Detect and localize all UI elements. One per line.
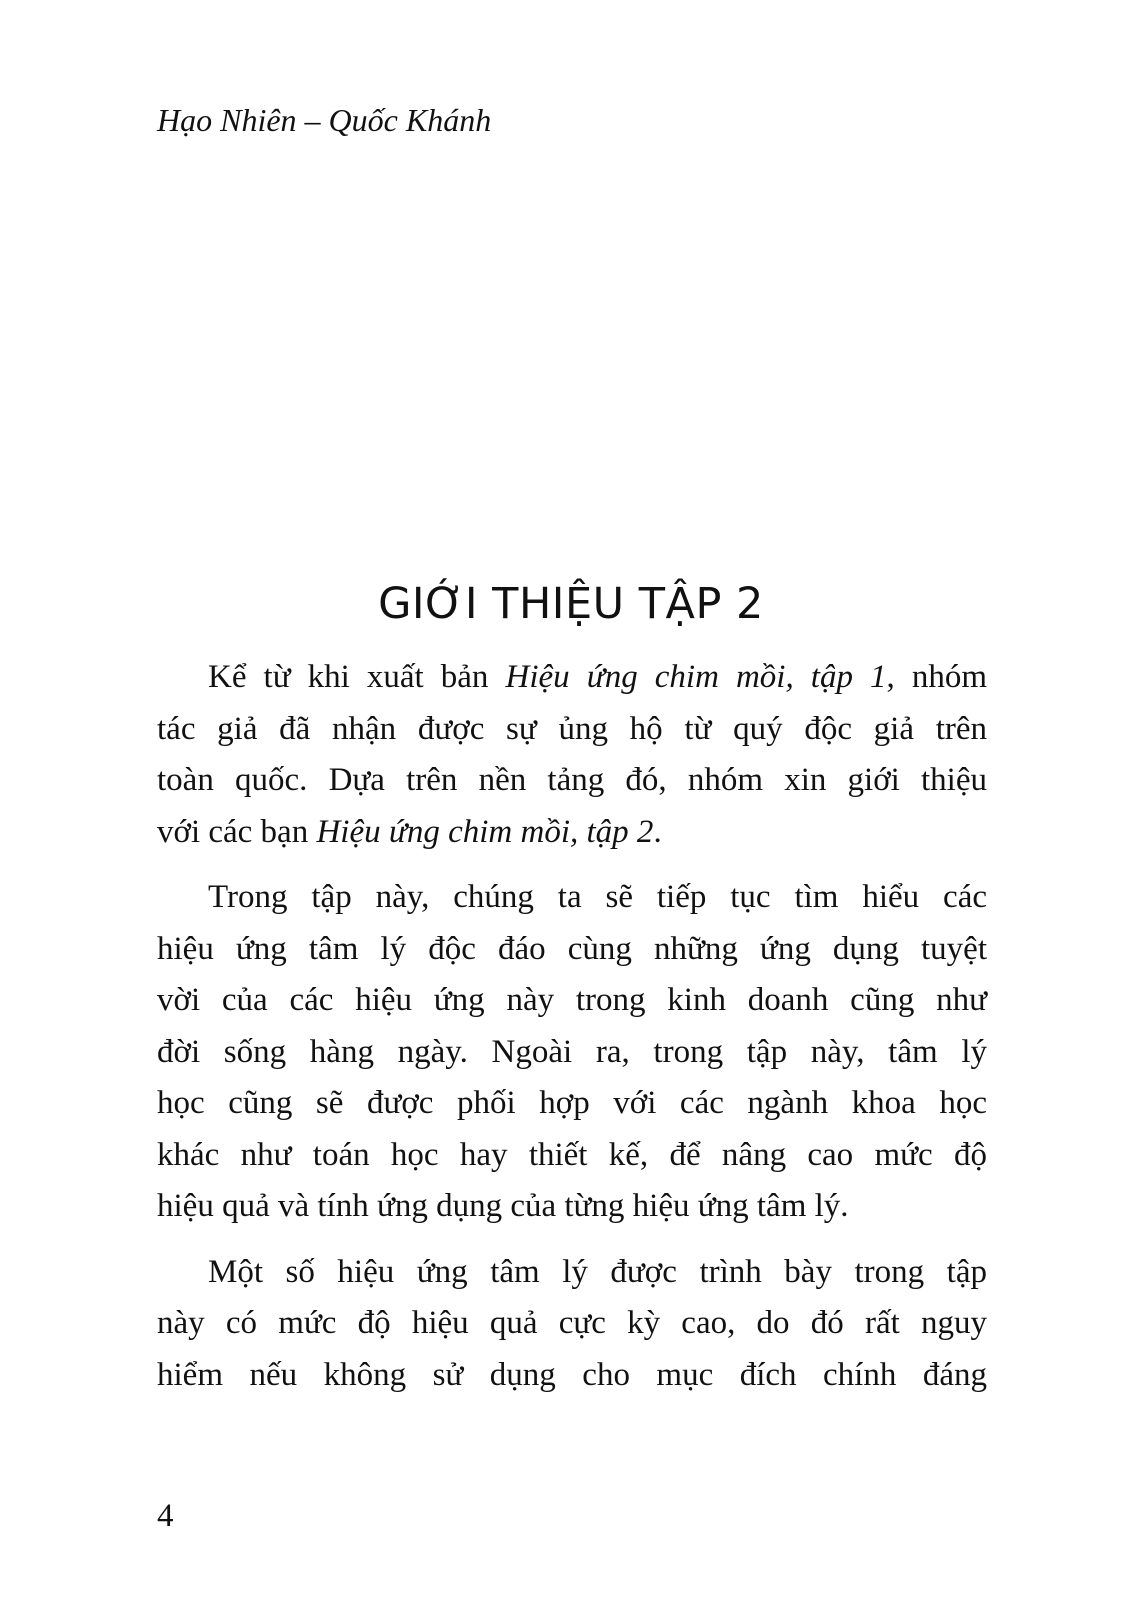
paragraph-line: tác giả đã nhận được sự ủng hộ từ quý độc giả trên bbox=[157, 710, 987, 747]
paragraph-line: khác như toán học hay thiết kế, để nâng cao mức độ bbox=[157, 1136, 987, 1173]
paragraph-line: học cũng sẽ được phối hợp với các ngành khoa học bbox=[157, 1085, 987, 1121]
paragraph-2 bbox=[157, 872, 987, 1233]
paragraph-line: hiệu ứng tâm lý độc đáo cùng những ứng dụng tuyệt bbox=[157, 930, 987, 967]
paragraph-line: hiệu quả và tính ứng dụng của từng hiệu ứng tâm lý. bbox=[157, 1188, 849, 1224]
page-number: 4 bbox=[157, 1498, 174, 1534]
paragraph-line: đời sống hàng ngày. Ngoài ra, trong tập này, tâm lý bbox=[157, 1033, 987, 1070]
paragraph-line: Trong tập này, chúng ta sẽ tiếp tục tìm hiểu các bbox=[208, 879, 987, 915]
paragraph-line: toàn quốc. Dựa trên nền tảng đó, nhóm xin giới thiệu bbox=[157, 762, 987, 798]
text-run: Kể từ khi xuất bản bbox=[208, 659, 506, 695]
paragraph-line: Một số hiệu ứng tâm lý được trình bày trong tập bbox=[208, 1253, 987, 1290]
paragraph-line: này có mức độ hiệu quả cực kỳ cao, do đó rất nguy bbox=[157, 1305, 987, 1341]
chapter-title: GIỚI THIỆU TẬP 2 bbox=[378, 579, 764, 629]
paragraph-line bbox=[157, 652, 987, 704]
paragraph-line bbox=[157, 807, 987, 859]
paragraph-3 bbox=[157, 1247, 987, 1402]
running-header: Hạo Nhiên – Quốc Khánh bbox=[157, 102, 492, 138]
text-run: với các bạn bbox=[157, 813, 317, 850]
book-title-italic: Hiệu ứng chim mồi, tập 2 bbox=[316, 813, 654, 850]
body-text bbox=[157, 652, 987, 1415]
book-title-italic: Hiệu ứng chim mồi, tập 1 bbox=[505, 659, 887, 695]
paragraph-line: vời của các hiệu ứng này trong kinh doanh cũng như bbox=[157, 982, 987, 1018]
text-run: , nhóm bbox=[886, 659, 987, 695]
text-run: . bbox=[653, 813, 662, 850]
paragraph-line: hiểm nếu không sử dụng cho mục đích chính đáng bbox=[157, 1356, 987, 1393]
paragraph-1 bbox=[157, 652, 987, 858]
